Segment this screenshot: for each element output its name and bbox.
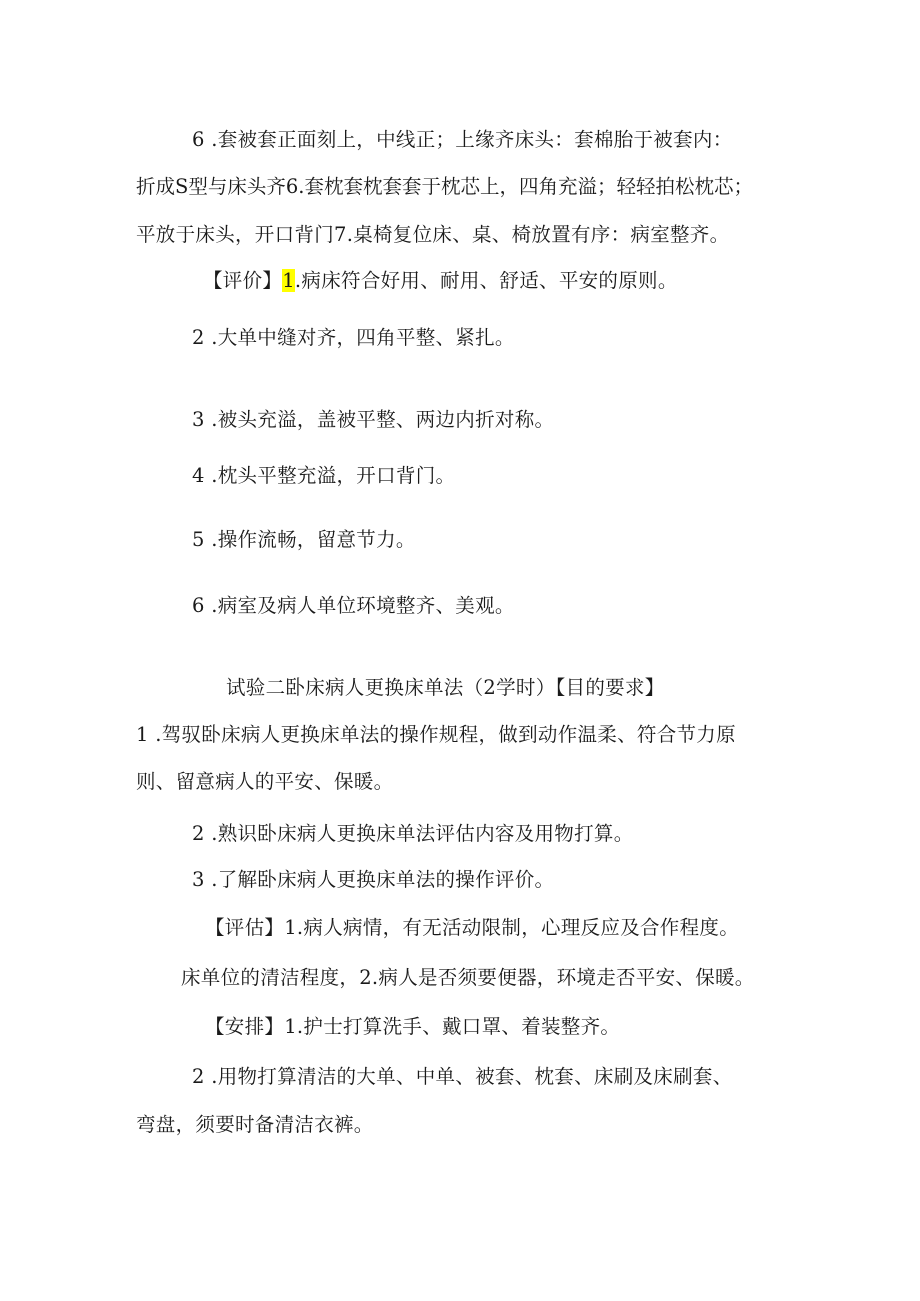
evaluation-text: .病床符合好用、耐用、舒适、平安的原则。 (294, 269, 678, 292)
paragraph-line: 平放于床头，开口背门7.桌椅复位床、桌、椅放置有序：病室整齐。 (136, 223, 730, 246)
arrangement-line-2: 2 .用物打算清洁的大单、中单、被套、枕套、床刷及床刷套、 (192, 1065, 733, 1088)
evaluation-item-2: 2 .大单中缝对齐，四角平整、紧扎。 (192, 326, 515, 349)
paragraph-line: 折成S型与床头齐6.套枕套枕套套于枕芯上，四角充溢；轻轻拍松枕芯； (136, 175, 753, 198)
section-title: 试验二卧床病人更换床单法（2学时）【目的要求】 (226, 676, 665, 699)
evaluation-item-3: 3 .被头充溢，盖被平整、两边内折对称。 (192, 408, 555, 431)
requirement-1-line-2: 则、留意病人的平安、保暖。 (136, 770, 394, 793)
requirement-1-line-1: 1 .驾驭卧床病人更换床单法的操作规程，做到动作温柔、符合节力原 (136, 723, 736, 746)
evaluation-item-5: 5 .操作流畅，留意节力。 (192, 528, 416, 551)
evaluation-label: 【评价】 (203, 269, 283, 292)
highlighted-number: 1 (282, 269, 295, 292)
requirement-3: 3 .了解卧床病人更换床单法的操作评价。 (192, 868, 555, 891)
evaluation-item-4: 4 .枕头平整充溢，开口背门。 (192, 464, 456, 487)
paragraph-line: 6 .套被套正面刻上，中线正；上缘齐床头：套棉胎于被套内： (192, 128, 733, 151)
arrangement-line-3: 弯盘，须要时备清洁衣裤。 (136, 1113, 374, 1136)
evaluation-item-6: 6 .病室及病人单位环境整齐、美观。 (192, 594, 515, 617)
evaluation-item-1 (203, 268, 678, 294)
requirement-2: 2 .熟识卧床病人更换床单法评估内容及用物打算。 (192, 822, 634, 845)
arrangement-line-1: 【安排】1.护士打算洗手、戴口罩、着装整齐。 (205, 1015, 621, 1038)
assessment-line-1: 【评估】1.病人病情，有无活动限制，心理反应及合作程度。 (205, 916, 740, 939)
assessment-line-2: 床单位的清洁程度，2.病人是否须要便器，环境走否平安、保暖。 (181, 966, 755, 989)
